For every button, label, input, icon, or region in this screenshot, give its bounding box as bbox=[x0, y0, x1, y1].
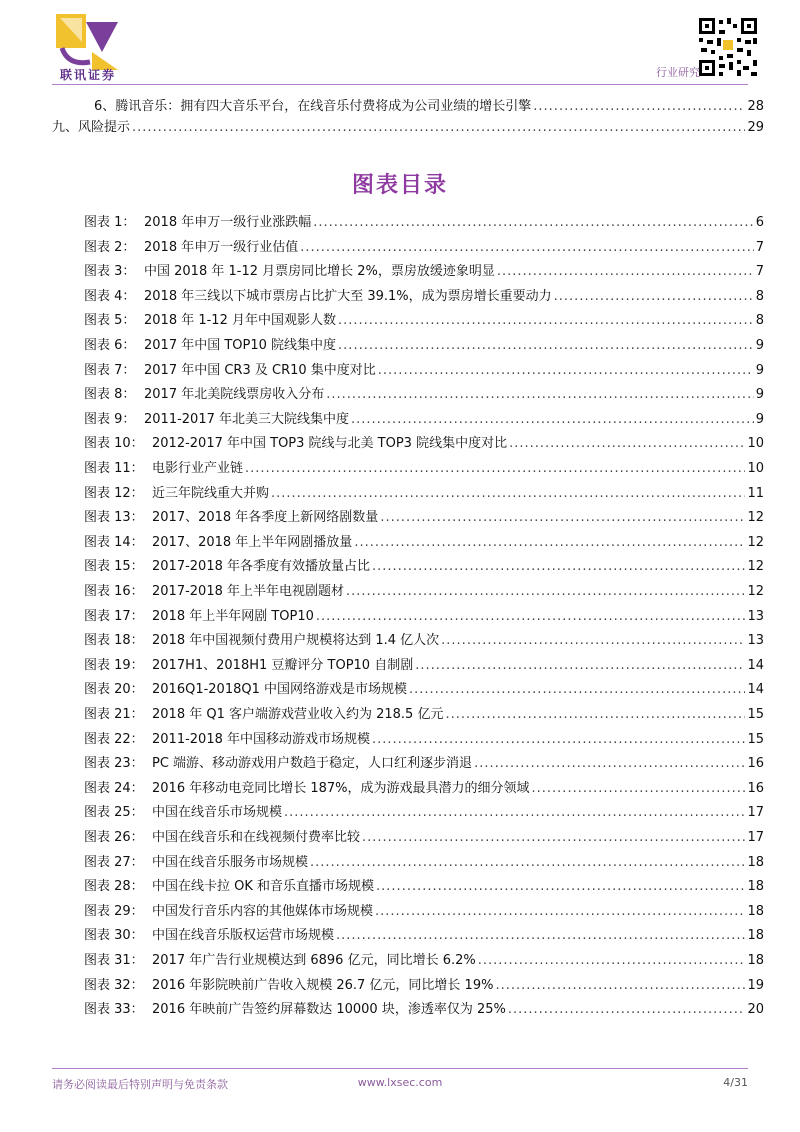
dot-leader bbox=[478, 953, 746, 969]
figure-entry[interactable] bbox=[84, 1002, 764, 1018]
figure-tag: 图表 2： bbox=[84, 239, 136, 255]
figure-entry[interactable] bbox=[84, 879, 764, 895]
dot-leader bbox=[495, 978, 745, 994]
dot-leader bbox=[508, 1002, 746, 1018]
figure-caption: 2017、2018 年各季度上新网络剧数量 bbox=[152, 510, 379, 526]
figure-caption: 2011-2017 年北美三大院线集中度 bbox=[144, 411, 349, 427]
figure-tag: 图表 21： bbox=[84, 707, 144, 722]
figure-tag: 图表 24： bbox=[84, 780, 144, 796]
figure-caption: 2017-2018 年上半年电视剧题材 bbox=[152, 584, 344, 599]
figure-entry[interactable] bbox=[84, 732, 764, 748]
figure-entry[interactable] bbox=[84, 584, 764, 600]
figure-caption: 2012-2017 年中国 TOP3 院线与北美 TOP3 院线集中度对比 bbox=[152, 436, 508, 452]
figure-tag: 图表 7： bbox=[84, 362, 136, 378]
figure-entry[interactable] bbox=[84, 510, 764, 526]
figure-tag: 图表 25： bbox=[84, 805, 144, 821]
figure-page: 18 bbox=[747, 953, 764, 968]
figure-caption: 2017-2018 年各季度有效播放量占比 bbox=[152, 559, 370, 575]
dot-leader bbox=[375, 904, 745, 920]
figure-page: 13 bbox=[747, 633, 764, 649]
dot-leader bbox=[245, 461, 745, 477]
figure-page: 10 bbox=[747, 461, 764, 476]
dot-leader bbox=[445, 707, 745, 723]
dot-leader bbox=[316, 609, 746, 625]
dot-leader bbox=[533, 99, 745, 115]
figure-tag: 图表 28： bbox=[84, 879, 144, 895]
dot-leader bbox=[372, 732, 745, 748]
figure-entry[interactable] bbox=[84, 240, 764, 256]
figure-page: 10 bbox=[747, 436, 764, 452]
toc-entry-label: 九、风险提示 bbox=[52, 120, 131, 135]
figure-caption: PC 端游、移动游戏用户数趋于稳定，人口红利逐步消退 bbox=[152, 756, 473, 772]
figure-caption: 中国在线音乐服务市场规模 bbox=[152, 854, 309, 870]
figure-tag: 图表 29： bbox=[84, 903, 144, 919]
figure-caption: 2018 年上半年网剧 TOP10 bbox=[152, 608, 314, 624]
figure-page: 18 bbox=[747, 879, 764, 895]
figure-page: 6 bbox=[755, 215, 764, 230]
page-header bbox=[0, 0, 800, 90]
report-category: 行业研究 bbox=[656, 66, 700, 79]
figure-entry[interactable] bbox=[84, 904, 764, 920]
figure-tag: 图表 14： bbox=[84, 534, 144, 550]
figure-entry[interactable] bbox=[84, 387, 764, 403]
figure-entry[interactable] bbox=[84, 486, 764, 502]
figure-tag: 图表 11： bbox=[84, 461, 144, 476]
figure-entry[interactable] bbox=[84, 633, 764, 649]
dot-leader bbox=[415, 658, 745, 674]
figure-entry[interactable] bbox=[84, 215, 764, 231]
figure-caption: 中国在线卡拉 OK 和音乐直播市场规模 bbox=[152, 879, 375, 895]
figure-tag: 图表 1： bbox=[84, 215, 136, 230]
figure-caption: 2017H1、2018H1 豆瓣评分 TOP10 自制剧 bbox=[152, 657, 414, 673]
dot-leader bbox=[532, 781, 746, 797]
figure-tag: 图表 4： bbox=[84, 288, 136, 304]
figure-tag: 图表 8： bbox=[84, 387, 136, 403]
figure-caption: 中国在线音乐和在线视频付费率比较 bbox=[152, 830, 361, 845]
figure-caption: 中国在线音乐市场规模 bbox=[152, 805, 283, 821]
dot-leader bbox=[326, 387, 754, 403]
figure-caption: 2018 年 Q1 客户端游戏营业收入约为 218.5 亿元 bbox=[152, 707, 444, 722]
figure-page: 14 bbox=[747, 657, 764, 673]
qr-code-icon bbox=[697, 16, 759, 78]
dot-leader bbox=[313, 215, 754, 231]
dot-leader bbox=[554, 289, 754, 305]
dot-leader bbox=[338, 313, 754, 329]
figure-page: 18 bbox=[747, 903, 764, 919]
figure-entry[interactable] bbox=[84, 682, 764, 698]
figure-caption: 2017 年北美院线票房收入分布 bbox=[144, 387, 325, 403]
figure-entry[interactable] bbox=[84, 412, 764, 428]
toc-entry[interactable] bbox=[52, 120, 764, 136]
figure-tag: 图表 13： bbox=[84, 510, 144, 526]
figure-page: 9 bbox=[755, 362, 764, 378]
dot-leader bbox=[474, 756, 745, 772]
toc-entry-page: 28 bbox=[747, 99, 764, 114]
figure-entry[interactable] bbox=[84, 658, 764, 674]
figure-entry[interactable] bbox=[84, 461, 764, 477]
dot-leader bbox=[338, 338, 754, 354]
figure-entry[interactable] bbox=[84, 781, 764, 797]
figure-entry[interactable] bbox=[84, 756, 764, 772]
dot-leader bbox=[362, 830, 745, 846]
figure-entry[interactable] bbox=[84, 535, 764, 551]
figure-entry[interactable] bbox=[84, 609, 764, 625]
figure-caption: 2017 年中国 CR3 及 CR10 集中度对比 bbox=[144, 362, 376, 378]
figure-page: 17 bbox=[747, 805, 764, 821]
figure-caption: 2017、2018 年上半年网剧播放量 bbox=[152, 534, 353, 550]
figure-entry[interactable] bbox=[84, 855, 764, 871]
dot-leader bbox=[284, 805, 745, 821]
figure-page: 18 bbox=[747, 928, 764, 944]
figure-entry[interactable] bbox=[84, 805, 764, 821]
header-divider bbox=[52, 84, 748, 85]
dot-leader bbox=[509, 436, 745, 452]
dot-leader bbox=[132, 120, 745, 136]
figure-tag: 图表 9： bbox=[84, 411, 136, 427]
figure-caption: 2018 年申万一级行业涨跌幅 bbox=[144, 215, 312, 230]
figure-caption: 2011-2018 年中国移动游戏市场规模 bbox=[152, 731, 370, 747]
dot-leader bbox=[372, 559, 745, 575]
toc-entry-label: 6、腾讯音乐：拥有四大音乐平台，在线音乐付费将成为公司业绩的增长引擎 bbox=[94, 99, 532, 114]
figure-tag: 图表 20： bbox=[84, 682, 144, 698]
dot-leader bbox=[351, 412, 754, 428]
dot-leader bbox=[354, 535, 745, 551]
dot-leader bbox=[409, 682, 745, 698]
figure-entry[interactable] bbox=[84, 707, 764, 723]
figure-page: 7 bbox=[755, 264, 764, 280]
footer-page-number: 4/31 bbox=[723, 1076, 748, 1089]
figure-page: 15 bbox=[747, 731, 764, 747]
figure-tag: 图表 10： bbox=[84, 436, 144, 452]
dot-leader bbox=[378, 363, 754, 379]
dot-leader bbox=[441, 633, 745, 649]
footer-disclaimer[interactable]: 请务必阅读最后特别声明与免责条款 bbox=[52, 1078, 228, 1091]
figure-page: 15 bbox=[747, 707, 764, 722]
figure-page: 16 bbox=[747, 780, 764, 796]
figure-caption: 中国 2018 年 1-12 月票房同比增长 2%，票房放缓迹象明显 bbox=[144, 264, 495, 280]
figure-caption: 2018 年中国视频付费用户规模将达到 1.4 亿人次 bbox=[152, 633, 440, 649]
footer-divider bbox=[52, 1068, 748, 1069]
figure-entry[interactable] bbox=[84, 559, 764, 575]
figure-page: 18 bbox=[747, 854, 764, 870]
figure-caption: 2016 年影院映前广告收入规模 26.7 亿元，同比增长 19% bbox=[152, 977, 494, 993]
figure-caption: 中国在线音乐版权运营市场规模 bbox=[152, 928, 335, 944]
figure-tag: 图表 19： bbox=[84, 657, 144, 673]
figure-tag: 图表 33： bbox=[84, 1002, 144, 1018]
figure-tag: 图表 12： bbox=[84, 485, 144, 501]
section-title: 图表目录 bbox=[351, 173, 448, 198]
figure-page: 13 bbox=[747, 608, 764, 624]
figure-caption: 2017 年中国 TOP10 院线集中度 bbox=[144, 338, 337, 353]
dot-leader bbox=[336, 928, 745, 944]
logo-text: 联讯证券 bbox=[59, 68, 116, 82]
figure-page: 7 bbox=[755, 239, 764, 255]
toc-entry[interactable] bbox=[94, 99, 764, 115]
figure-tag: 图表 27： bbox=[84, 854, 144, 870]
figure-entry[interactable] bbox=[84, 436, 764, 452]
dot-leader bbox=[497, 264, 754, 280]
figure-page: 8 bbox=[755, 288, 764, 304]
figure-entry[interactable] bbox=[84, 313, 764, 329]
figure-tag: 图表 26： bbox=[84, 830, 144, 845]
figure-page: 16 bbox=[747, 756, 764, 772]
figure-page: 19 bbox=[747, 977, 764, 993]
figure-page: 9 bbox=[755, 338, 764, 353]
footer-website[interactable]: www.lxsec.com bbox=[357, 1076, 443, 1089]
figure-caption: 2018 年申万一级行业估值 bbox=[144, 239, 299, 255]
figure-caption: 近三年院线重大并购 bbox=[152, 485, 270, 501]
figure-page: 8 bbox=[755, 313, 764, 329]
figure-entry[interactable] bbox=[84, 830, 764, 846]
figure-page: 12 bbox=[747, 510, 764, 526]
figure-tag: 图表 17： bbox=[84, 608, 144, 624]
figure-page: 11 bbox=[747, 485, 764, 501]
figure-page: 9 bbox=[755, 387, 764, 403]
figure-caption: 2018 年三线以下城市票房占比扩大至 39.1%，成为票房增长重要动力 bbox=[144, 288, 552, 304]
toc-entry-page: 29 bbox=[747, 120, 764, 135]
figure-tag: 图表 31： bbox=[84, 953, 144, 968]
figure-entry[interactable] bbox=[84, 289, 764, 305]
figure-tag: 图表 5： bbox=[84, 313, 136, 329]
figure-page: 12 bbox=[747, 584, 764, 599]
dot-leader bbox=[346, 584, 745, 600]
figure-entry[interactable] bbox=[84, 264, 764, 280]
figure-tag: 图表 23： bbox=[84, 756, 144, 772]
figure-page: 12 bbox=[747, 559, 764, 575]
figure-entry[interactable] bbox=[84, 953, 764, 969]
figure-page: 12 bbox=[747, 534, 764, 550]
figure-tag: 图表 6： bbox=[84, 338, 136, 353]
figure-entry[interactable] bbox=[84, 978, 764, 994]
dot-leader bbox=[300, 240, 754, 256]
figure-caption: 2016Q1-2018Q1 中国网络游戏是市场规模 bbox=[152, 682, 407, 698]
dot-leader bbox=[271, 486, 745, 502]
figure-entry[interactable] bbox=[84, 928, 764, 944]
figure-caption: 电影行业产业链 bbox=[152, 461, 244, 476]
figure-page: 9 bbox=[755, 411, 764, 427]
figure-entry[interactable] bbox=[84, 338, 764, 354]
figure-caption: 2017 年广告行业规模达到 6896 亿元，同比增长 6.2% bbox=[152, 953, 476, 968]
figure-caption: 2018 年 1-12 月年中国观影人数 bbox=[144, 313, 336, 329]
figure-caption: 2016 年映前广告签约屏幕数达 10000 块，渗透率仅为 25% bbox=[152, 1002, 506, 1018]
dot-leader bbox=[376, 879, 745, 895]
figure-page: 17 bbox=[747, 830, 764, 845]
figure-caption: 2016 年移动电竞同比增长 187%，成为游戏最具潜力的细分领域 bbox=[152, 780, 530, 796]
dot-leader bbox=[380, 510, 745, 526]
figure-tag: 图表 3： bbox=[84, 264, 136, 280]
figure-caption: 中国发行音乐内容的其他媒体市场规模 bbox=[152, 903, 374, 919]
figure-page: 14 bbox=[747, 682, 764, 698]
figure-page: 20 bbox=[747, 1002, 764, 1018]
figure-tag: 图表 15： bbox=[84, 559, 144, 575]
figure-tag: 图表 22： bbox=[84, 731, 144, 747]
figure-tag: 图表 32： bbox=[84, 977, 144, 993]
figure-tag: 图表 18： bbox=[84, 633, 144, 649]
figure-tag: 图表 30： bbox=[84, 928, 144, 944]
figure-entry[interactable] bbox=[84, 363, 764, 379]
dot-leader bbox=[310, 855, 745, 871]
figure-tag: 图表 16： bbox=[84, 584, 144, 599]
